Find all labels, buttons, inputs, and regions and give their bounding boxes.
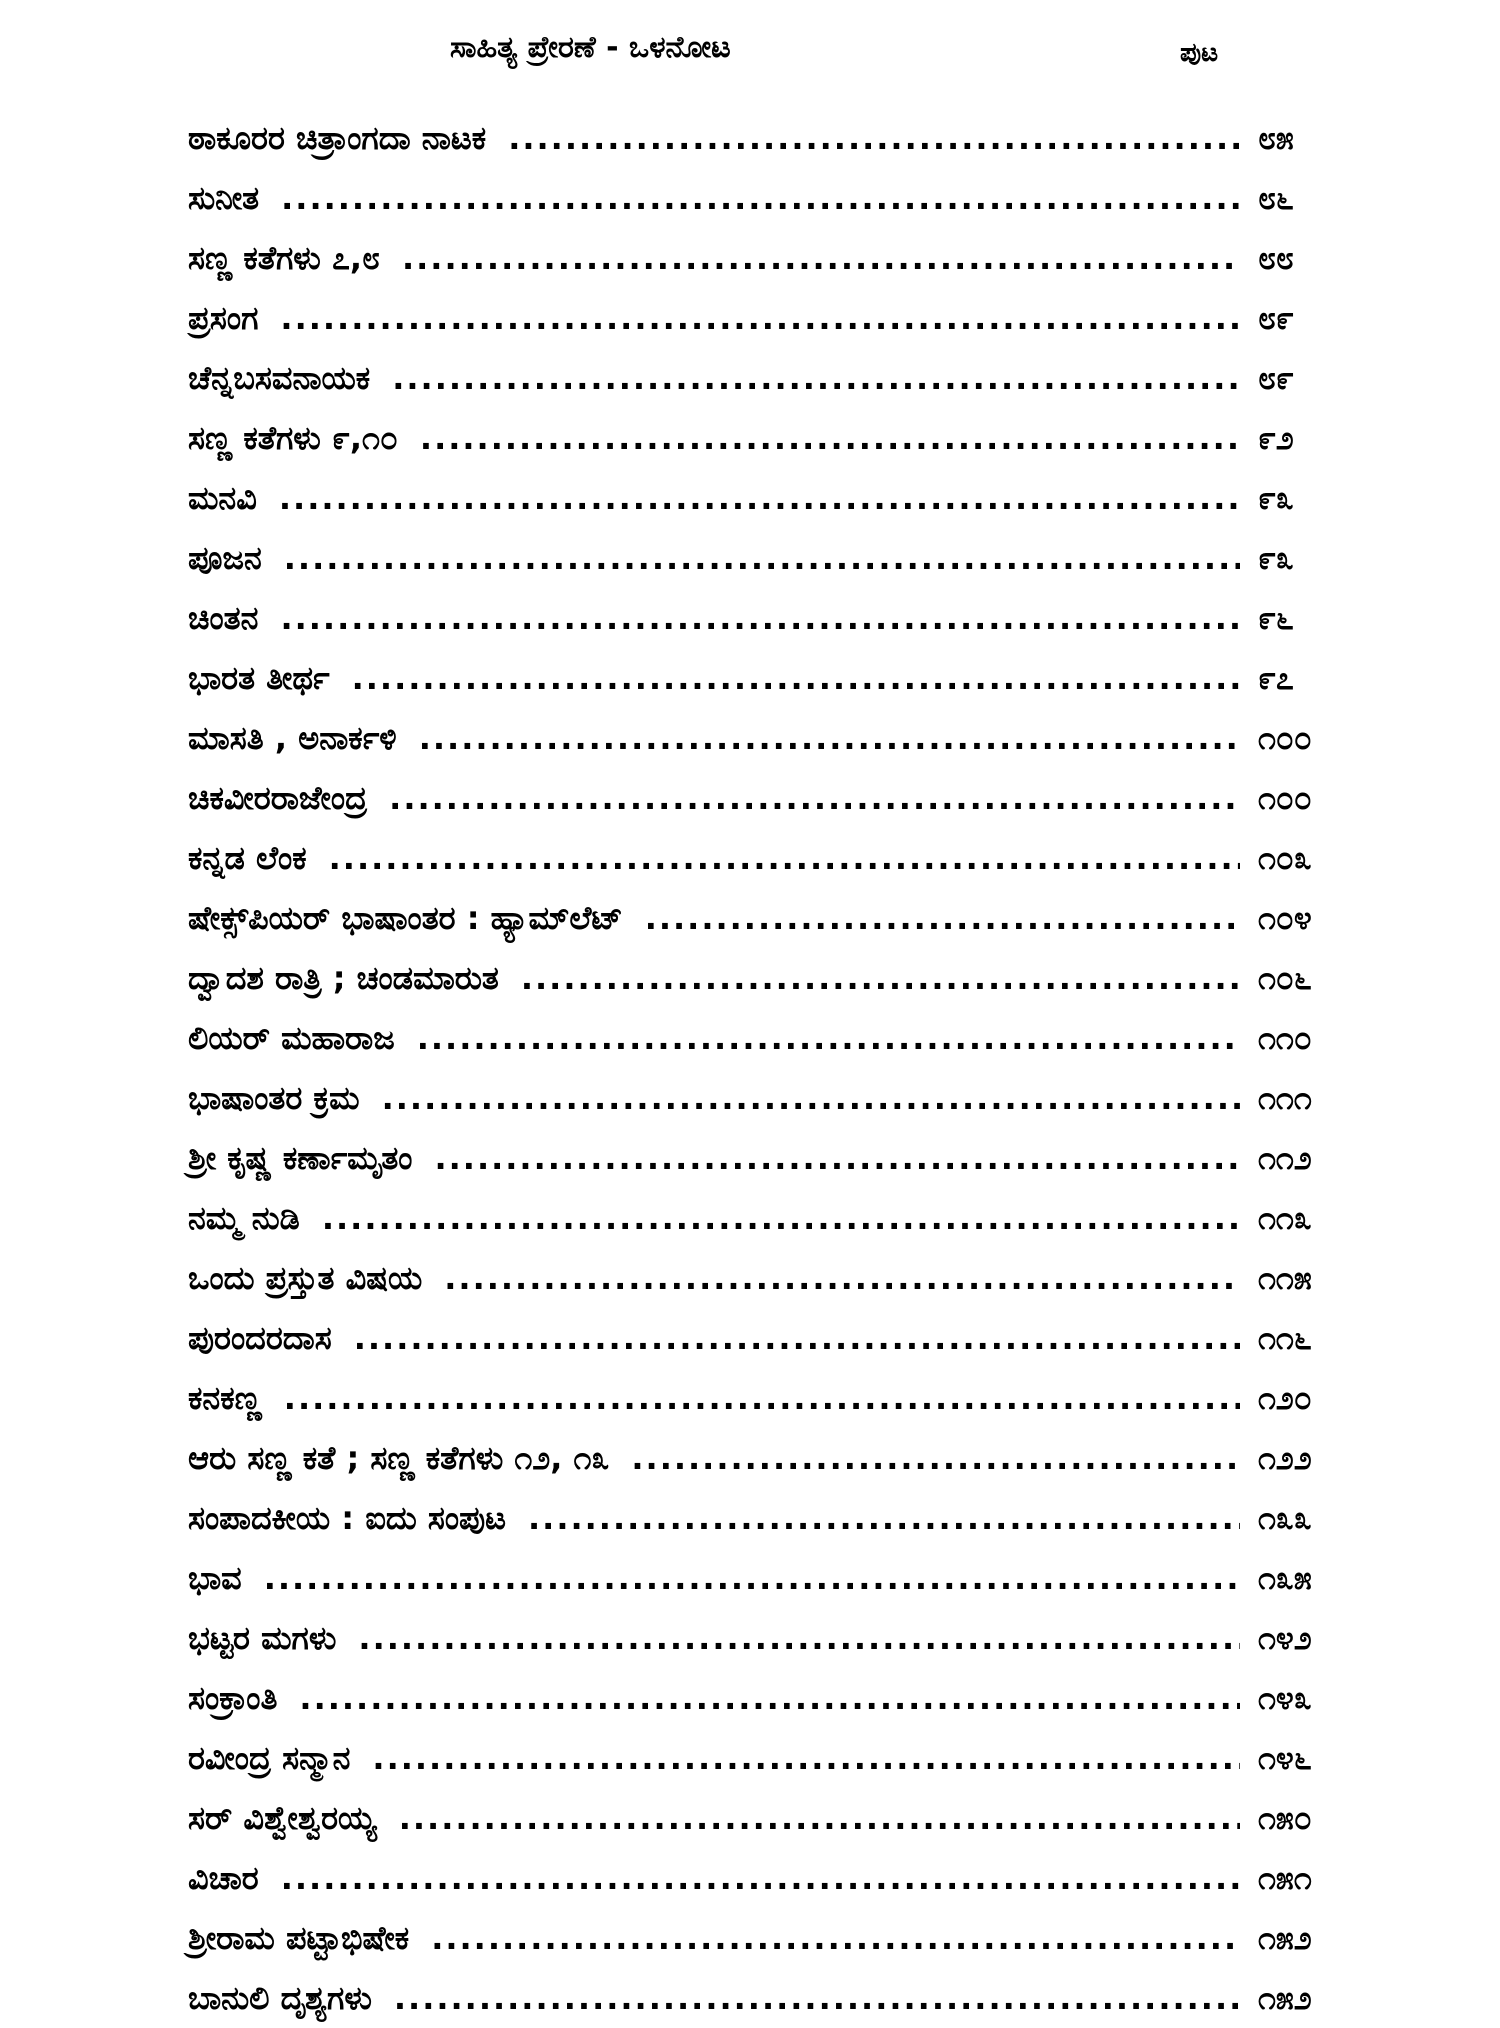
toc-entry-title: ಶ್ರೀರಾಮ ಪಟ್ಟಾಭಿಷೇಕ [188, 1919, 410, 1957]
toc-entry [188, 528, 1368, 588]
toc-entry-page: ೧೫೨ [1258, 1919, 1312, 1957]
toc-entry [188, 1308, 1368, 1368]
toc-entry [188, 468, 1368, 528]
toc-entry-title: ಬಾನುಲಿ ದೃಶ್ಯಗಳು [188, 1979, 372, 2017]
toc-entry [188, 1008, 1368, 1068]
dot-leader [419, 708, 1240, 768]
toc-entry-page: ೧೩೫ [1258, 1559, 1312, 1597]
toc-entry-title: ರವೀಂದ್ರ ಸನ್ಮಾನ [188, 1739, 351, 1777]
toc-entry-page: ೧೧೨ [1258, 1139, 1312, 1177]
toc-entry-title: ಪುರಂದರದಾಸ [188, 1319, 332, 1357]
toc-entry-title: ದ್ವಾದಶ ರಾತ್ರಿ ; ಚಂಡಮಾರುತ [188, 959, 499, 997]
toc-entry-page: ೮೯ [1258, 299, 1294, 337]
toc-entry [188, 408, 1368, 468]
dot-leader [322, 1188, 1240, 1248]
toc-entry [188, 828, 1368, 888]
toc-entry-title: ಚಿಂತನ [188, 599, 259, 637]
toc-entry-title: ಭಾವ [188, 1559, 242, 1597]
toc-entry [188, 108, 1368, 168]
toc-entry-title: ಸರ್ ವಿಶ್ವೇಶ್ವರಯ್ಯ [188, 1799, 377, 1837]
toc-entry [188, 1728, 1368, 1788]
toc-entry-title: ವಿಚಾರ [188, 1859, 259, 1897]
toc-entry [188, 1128, 1368, 1188]
toc-entry [188, 1668, 1368, 1728]
toc-entry [188, 228, 1368, 288]
dot-leader [329, 828, 1240, 888]
toc-entry-title: ಚೆನ್ನಬಸವನಾಯಕ [188, 359, 371, 397]
dot-leader [431, 1908, 1240, 1968]
toc-entry [188, 1788, 1368, 1848]
toc-entry-title: ಕನಕಣ್ಣ [188, 1379, 262, 1417]
toc-entry-page: ೧೧೫ [1258, 1259, 1312, 1297]
toc-entry [188, 348, 1368, 408]
toc-entry-title: ಭಟ್ಟರ ಮಗಳು [188, 1619, 337, 1657]
toc-entry-title: ಸಂಪಾದಕೀಯ : ಐದು ಸಂಪುಟ [188, 1499, 506, 1537]
toc-entry [188, 1608, 1368, 1668]
dot-leader [372, 1728, 1240, 1788]
dot-leader [352, 648, 1240, 708]
toc-entry [188, 1848, 1368, 1908]
dot-leader [382, 1068, 1240, 1128]
toc-entry-title: ನಮ್ಮ ನುಡಿ [188, 1199, 300, 1237]
dot-leader [631, 1428, 1240, 1488]
toc-entry-title: ಒಂದು ಪ್ರಸ್ತುತ ವಿಷಯ [188, 1259, 423, 1297]
dot-leader [444, 1248, 1240, 1308]
toc-entry [188, 1488, 1368, 1548]
toc-entry-page: ೧೧೩ [1258, 1199, 1312, 1237]
toc-entry-title: ಕನ್ನಡ ಲೆಂಕ [188, 839, 307, 877]
toc-entry-title: ಲಿಯರ್ ಮಹಾರಾಜ [188, 1019, 395, 1057]
toc-entry [188, 1428, 1368, 1488]
dot-leader [434, 1128, 1240, 1188]
toc-entry-title: ಷೇಕ್ಸ್‌ಪಿಯರ್ ಭಾಷಾಂತರ : ಹ್ಯಾಮ್‌ಲೆಟ್ [188, 899, 623, 937]
toc-entry-title: ಪ್ರಸಂಗ [188, 299, 259, 337]
toc-entry-page: ೧೪೩ [1258, 1679, 1312, 1717]
dot-leader [280, 288, 1240, 348]
toc-entry [188, 648, 1368, 708]
toc-entry-title: ಮನವಿ [188, 479, 257, 517]
toc-entry [188, 1908, 1368, 1968]
dot-leader [281, 1848, 1240, 1908]
dot-leader [389, 768, 1240, 828]
toc-entry-page: ೧೨೦ [1258, 1379, 1312, 1417]
toc-entry-page: ೮೯ [1258, 359, 1294, 397]
dot-leader [528, 1488, 1240, 1548]
dot-leader [645, 888, 1240, 948]
toc-entry [188, 588, 1368, 648]
toc-entry [188, 708, 1368, 768]
toc-entry-page: ೧೫೨ [1258, 1979, 1312, 2017]
toc-entry-page: ೮೮ [1258, 239, 1294, 277]
toc-entry-title: ಸುನೀತ [188, 179, 260, 217]
toc-entry-page: ೧೦೪ [1258, 899, 1312, 937]
dot-leader [358, 1608, 1240, 1668]
toc-entry [188, 888, 1368, 948]
page-column-label: ಪುಟ [1180, 38, 1219, 68]
toc-entry [188, 1188, 1368, 1248]
dot-leader [399, 1788, 1240, 1848]
toc-entry-page: ೧೪೬ [1258, 1739, 1312, 1777]
toc-entry-page: ೯೬ [1258, 599, 1294, 637]
toc-entry [188, 288, 1368, 348]
toc-entry-page: ೧೧೬ [1258, 1319, 1312, 1357]
toc-entry-page: ೧೦೦ [1258, 719, 1312, 757]
toc-entry-title: ಶ್ರೀ ಕೃಷ್ಣ ಕರ್ಣಾಮೃತಂ [188, 1139, 413, 1177]
dot-leader [280, 588, 1240, 648]
dot-leader [299, 1668, 1240, 1728]
dot-leader [521, 948, 1240, 1008]
toc-entry-title: ಭಾಷಾಂತರ ಕ್ರಮ [188, 1079, 360, 1117]
toc-entry-title: ಚಿಕವೀರರಾಜೇಂದ್ರ [188, 779, 368, 817]
toc-entry-page: ೧೦೩ [1258, 839, 1312, 877]
toc-entry-page: ೧೧೦ [1258, 1019, 1312, 1057]
toc-entry-page: ೧೦೬ [1258, 959, 1312, 997]
toc-entry-title: ಆರು ಸಣ್ಣ ಕತೆ ; ಸಣ್ಣ ಕತೆಗಳು ೧೨, ೧೩ [188, 1439, 610, 1477]
dot-leader [354, 1308, 1240, 1368]
dot-leader [281, 168, 1240, 228]
dot-leader [402, 228, 1240, 288]
dot-leader [417, 1008, 1240, 1068]
toc-entry [188, 1248, 1368, 1308]
toc-entry-title: ಪೂಜನ [188, 539, 262, 577]
dot-leader [420, 408, 1240, 468]
toc-entry-page: ೯೩ [1258, 479, 1294, 517]
dot-leader [394, 1968, 1240, 2028]
toc-entry-page: ೧೪೨ [1258, 1619, 1312, 1657]
toc-entry [188, 168, 1368, 228]
dot-leader [284, 1368, 1240, 1428]
toc-entry-page: ೧೦೦ [1258, 779, 1312, 817]
toc-entry [188, 768, 1368, 828]
toc-entry-page: ೧೨೨ [1258, 1439, 1312, 1477]
dot-leader [508, 108, 1240, 168]
toc-entry [188, 1368, 1368, 1428]
toc-entry [188, 1968, 1368, 2028]
dot-leader [392, 348, 1240, 408]
toc-entry-title: ಠಾಕೂರರ ಚಿತ್ರಾಂಗದಾ ನಾಟಕ [188, 119, 487, 157]
toc-entry-page: ೮೬ [1258, 179, 1294, 217]
toc-entry-page: ೮೫ [1258, 119, 1294, 157]
dot-leader [279, 468, 1240, 528]
toc-entry-page: ೧೫೦ [1258, 1799, 1312, 1837]
toc-entry [188, 1548, 1368, 1608]
table-of-contents [188, 108, 1368, 2028]
toc-entry-page: ೯೩ [1258, 539, 1294, 577]
dot-leader [284, 528, 1240, 588]
toc-entry-page: ೧೧೧ [1258, 1079, 1312, 1117]
toc-entry-page: ೯೭ [1258, 659, 1294, 697]
toc-entry-title: ಸಂಕ್ರಾಂತಿ [188, 1679, 278, 1717]
toc-entry-title: ಭಾರತ ತೀರ್ಥ [188, 659, 330, 697]
toc-entry-title: ಸಣ್ಣ ಕತೆಗಳು ೯,೧೦ [188, 419, 398, 457]
toc-entry-page: ೯೨ [1258, 419, 1294, 457]
dot-leader [264, 1548, 1240, 1608]
toc-entry [188, 948, 1368, 1008]
toc-entry-page: ೧೫೧ [1258, 1859, 1312, 1897]
toc-entry-title: ಮಾಸತಿ , ಅನಾರ್ಕಳಿ [188, 719, 397, 757]
toc-entry-page: ೧೩೩ [1258, 1499, 1312, 1537]
page-title: ಸಾಹಿತ್ಯ ಪ್ರೇರಣೆ - ಒಳನೋಟ [450, 30, 731, 65]
toc-entry-title: ಸಣ್ಣ ಕತೆಗಳು ೭,೮ [188, 239, 380, 277]
toc-entry [188, 1068, 1368, 1128]
